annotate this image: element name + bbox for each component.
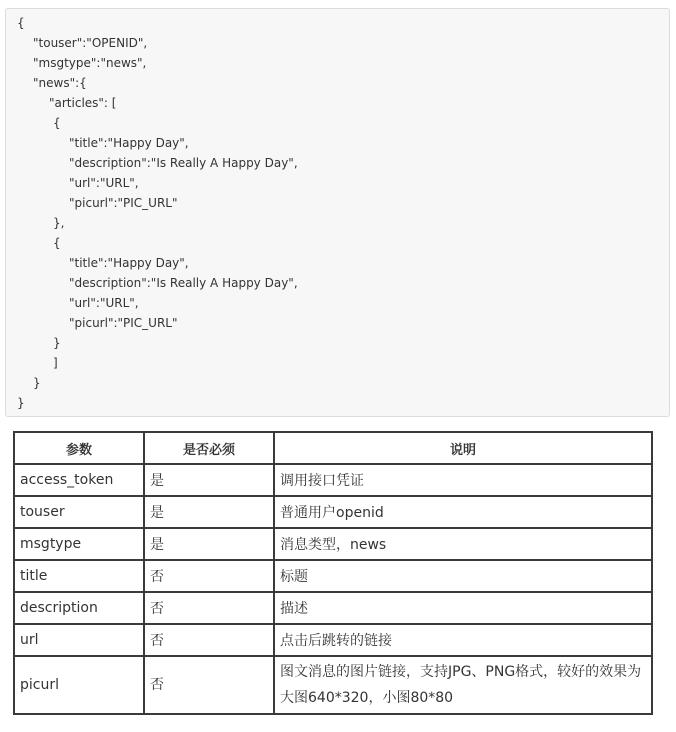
cell-required: 否 [144,592,274,624]
header-required: 是否必须 [144,432,274,464]
code-block [5,8,670,417]
cell-description: 图文消息的图片链接，支持JPG、PNG格式，较好的效果为大图640*320，小图80*80 [274,656,652,714]
code-line: "picurl":"PIC_URL" [69,316,178,330]
header-param: 参数 [14,432,144,464]
cell-required: 否 [144,656,274,714]
cell-description: 调用接口凭证 [274,464,652,496]
table-row [14,592,652,624]
code-line: } [17,396,25,410]
cell-param: picurl [14,656,144,714]
cell-required: 是 [144,528,274,560]
code-line: { [53,236,61,250]
cell-param: touser [14,496,144,528]
cell-required: 是 [144,464,274,496]
table-row [14,624,652,656]
cell-required: 是 [144,496,274,528]
code-line: "title":"Happy Day", [69,136,189,150]
code-line: "url":"URL", [69,176,139,190]
cell-param: msgtype [14,528,144,560]
code-line: } [53,336,61,350]
code-line: "url":"URL", [69,296,139,310]
cell-description: 消息类型，news [274,528,652,560]
cell-param: description [14,592,144,624]
params-table [13,431,653,715]
code-line: "title":"Happy Day", [69,256,189,270]
cell-param: access_token [14,464,144,496]
table-row [14,656,652,714]
code-line: } [33,376,41,390]
table-row [14,496,652,528]
cell-param: url [14,624,144,656]
header-description: 说明 [274,432,652,464]
table-row [14,464,652,496]
code-line: }, [53,216,65,230]
table-row [14,528,652,560]
cell-description: 普通用户openid [274,496,652,528]
table-row [14,560,652,592]
cell-description: 描述 [274,592,652,624]
code-line: { [53,116,61,130]
cell-required: 否 [144,560,274,592]
cell-param: title [14,560,144,592]
cell-description: 点击后跳转的链接 [274,624,652,656]
code-line: "picurl":"PIC_URL" [69,196,178,210]
cell-description: 标题 [274,560,652,592]
table-header-row [14,432,652,464]
code-line: { [17,16,25,30]
code-line: "articles": [ [49,96,117,110]
cell-required: 否 [144,624,274,656]
code-line: "news":{ [33,76,87,90]
code-line: "description":"Is Really A Happy Day", [69,156,298,170]
code-line: "msgtype":"news", [33,56,147,70]
code-line: "description":"Is Really A Happy Day", [69,276,298,290]
code-line: "touser":"OPENID", [33,36,148,50]
code-line: ] [53,356,58,370]
